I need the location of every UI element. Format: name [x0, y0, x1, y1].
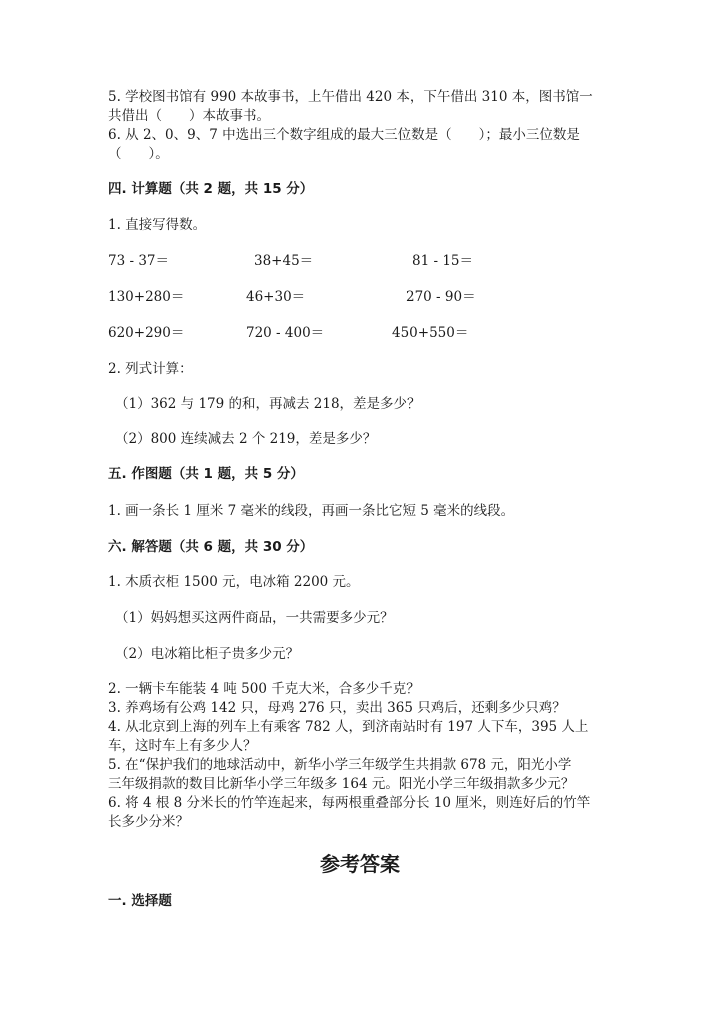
- section5-heading: 五. 作图题（共 1 题，共 5 分）: [108, 466, 304, 482]
- calc-item: 270 - 90＝: [406, 289, 476, 305]
- fill-q5-line2: 共借出（ ）本故事书。: [108, 108, 270, 124]
- section4-q2: 2. 列式计算：: [108, 361, 193, 377]
- fill-q6-line2: （ ）。: [108, 146, 169, 162]
- section6-heading: 六. 解答题（共 6 题，共 30 分）: [108, 539, 314, 555]
- calc-item: 620+290＝: [108, 325, 185, 341]
- calc-item: 46+30＝: [246, 289, 306, 305]
- section6-q6-line1: 6. 将 4 根 8 分米长的竹竿连起来，每两根重叠部分长 10 厘米，则连好后的竹竿: [108, 795, 591, 811]
- section6-q4-line2: 车，这时车上有多少人？: [108, 738, 257, 754]
- calc-item: 130+280＝: [108, 289, 185, 305]
- section6-q1: 1. 木质衣柜 1500 元，电冰箱 2200 元。: [108, 574, 360, 590]
- section6-q1-2: （2）电冰箱比柜子贵多少元？: [115, 646, 300, 662]
- section6-q5-line1: 5. 在“保护我们的地球活动中，新华小学三年级学生共捐款 678 元，阳光小学: [108, 757, 572, 773]
- section4-q1: 1. 直接写得数。: [108, 217, 207, 233]
- calc-item: 720 - 400＝: [246, 325, 325, 341]
- section5-q1: 1. 画一条长 1 厘米 7 毫米的线段，再画一条比它短 5 毫米的线段。: [108, 503, 515, 519]
- answers-section1-heading: 一. 选择题: [108, 893, 172, 909]
- calc-item: 450+550＝: [392, 325, 469, 341]
- section4-q2-2: （2）800 连续减去 2 个 219，差是多少？: [115, 431, 377, 447]
- section6-q5-line2: 三年级捐款的数目比新华小学三年级多 164 元。阳光小学三年级捐款多少元？: [108, 776, 575, 792]
- fill-q5-line1: 5. 学校图书馆有 990 本故事书，上午借出 420 本，下午借出 310 本，图书馆一: [108, 89, 593, 105]
- section6-q2: 2. 一辆卡车能装 4 吨 500 千克大米，合多少千克？: [108, 681, 420, 697]
- calc-item: 73 - 37＝: [108, 253, 170, 269]
- section6-q6-line2: 长多少分米？: [108, 814, 189, 830]
- section4-heading: 四. 计算题（共 2 题，共 15 分）: [108, 181, 314, 197]
- answers-title: 参考答案: [320, 852, 400, 876]
- section6-q4-line1: 4. 从北京到上海的列车上有乘客 782 人，到济南站时有 197 人下车，395 人上: [108, 719, 589, 735]
- calc-item: 81 - 15＝: [412, 253, 474, 269]
- section6-q1-1: （1）妈妈想买这两件商品，一共需要多少元？: [115, 610, 394, 626]
- section6-q3: 3. 养鸡场有公鸡 142 只，母鸡 276 只，卖出 365 只鸡后，还剩多少只鸡？: [108, 700, 566, 716]
- section4-q2-1: （1）362 与 179 的和，再减去 218，差是多少？: [115, 396, 421, 412]
- calc-item: 38+45＝: [254, 253, 314, 269]
- fill-q6-line1: 6. 从 2、0、9、7 中选出三个数字组成的最大三位数是（ ）；最小三位数是: [108, 127, 580, 143]
